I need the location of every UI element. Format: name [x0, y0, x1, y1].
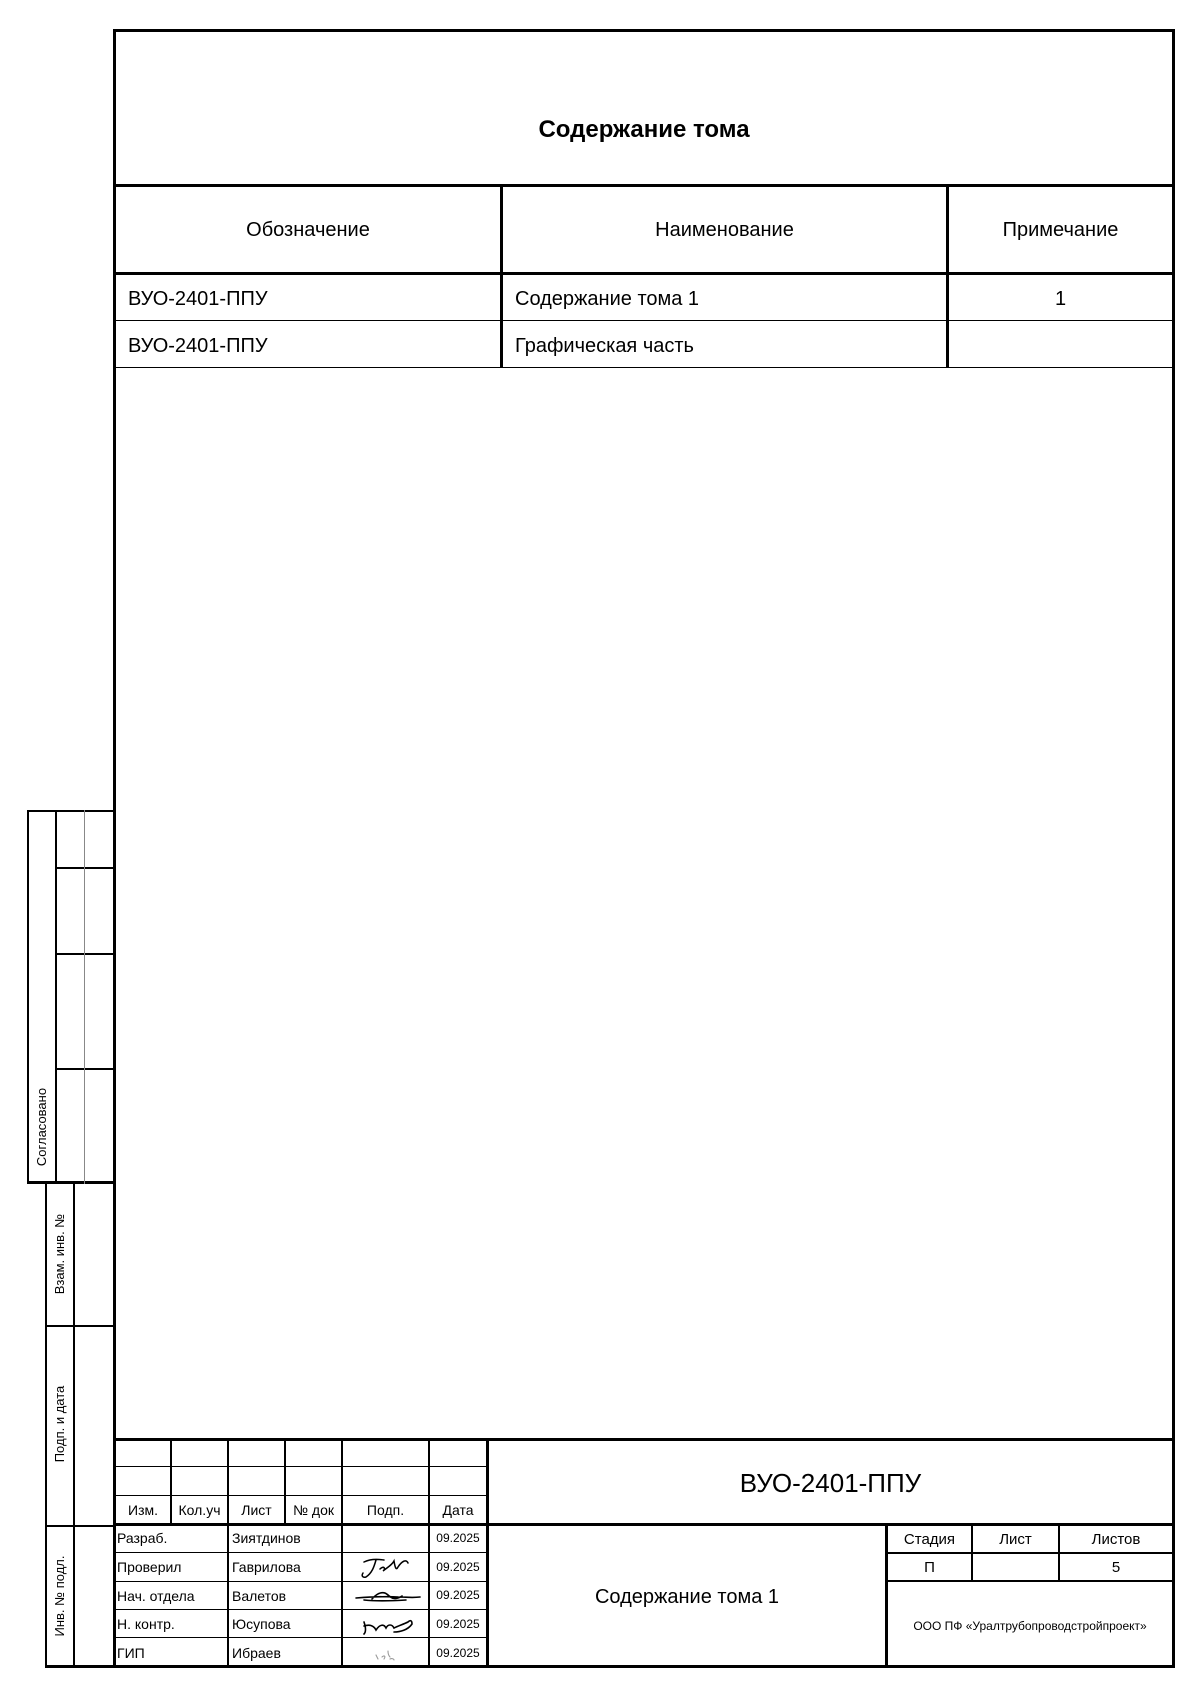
title-block-line: [227, 1438, 229, 1668]
title-block-line: [113, 1637, 488, 1638]
side-stamp-line: [55, 1068, 116, 1070]
table-cell-designation: ВУО-2401-ППУ: [128, 335, 268, 357]
staff-name: Юсупова: [232, 1616, 291, 1632]
staff-date: 09.2025: [436, 1617, 480, 1631]
header-date: Дата: [442, 1502, 474, 1518]
staff-name: Валетов: [232, 1588, 287, 1604]
signature-valetov: [350, 1582, 422, 1610]
staff-name: Зиятдинов: [232, 1530, 301, 1546]
header-kol: Кол.уч: [178, 1502, 221, 1518]
header-ndoc: № док: [293, 1502, 334, 1518]
sheets-value: 5: [1111, 1559, 1121, 1576]
header-list: Лист: [241, 1502, 272, 1518]
table-cell-name: Содержание тома 1: [515, 288, 700, 310]
column-header-name: Наименование: [655, 219, 794, 241]
sheet-label: Лист: [999, 1531, 1032, 1548]
side-stamp-line: [45, 1525, 116, 1527]
frame-bottom: [113, 1665, 1175, 1668]
title-block-line: [113, 1523, 1175, 1526]
side-stamp-line: [55, 953, 116, 955]
side-stamp-line: [55, 867, 116, 869]
table-row-line: [113, 320, 1175, 321]
side-stamp-line: [45, 1181, 47, 1668]
title-block-line: [428, 1438, 430, 1668]
table-cell-note: 1: [1054, 288, 1067, 310]
table-col-divider: [500, 184, 503, 368]
staff-name: Ибраев: [232, 1645, 281, 1661]
replaced-inv-label: Взам. инв. №: [52, 1213, 67, 1295]
title-block-line: [113, 1581, 488, 1582]
staff-role: Н. контр.: [117, 1616, 175, 1632]
staff-date: 09.2025: [436, 1531, 480, 1545]
stage-label: Стадия: [903, 1531, 956, 1548]
table-header-line: [113, 272, 1175, 275]
table-row-line: [113, 367, 1175, 368]
frame-top: [113, 29, 1175, 32]
signature-yusupova: [350, 1610, 422, 1638]
staff-date: 09.2025: [436, 1560, 480, 1574]
title-block-line: [885, 1580, 1175, 1582]
agreed-label: Согласовано: [34, 1087, 49, 1167]
stage-value: П: [924, 1559, 935, 1576]
title-block-line: [113, 1609, 488, 1610]
document-code: ВУО-2401-ППУ: [739, 1468, 922, 1498]
staff-date: 09.2025: [436, 1646, 480, 1660]
side-stamp-line: [27, 810, 29, 1184]
side-stamp-line: [45, 1325, 116, 1327]
sign-date-label: Подп. и дата: [52, 1385, 67, 1463]
signature-gavrilova: [350, 1553, 422, 1581]
staff-name: Гаврилова: [232, 1559, 301, 1575]
title-block-line: [341, 1438, 343, 1668]
table-col-divider: [946, 184, 949, 368]
column-header-note: Примечание: [1002, 219, 1119, 241]
staff-role: Проверил: [117, 1559, 182, 1575]
side-stamp-line: [84, 810, 85, 1184]
table-cell-name: Графическая часть: [515, 335, 694, 357]
title-block-line: [885, 1552, 1175, 1554]
side-stamp-line: [55, 810, 57, 1184]
title-block-line: [113, 1552, 488, 1553]
inv-original-label: Инв. № подл.: [52, 1555, 67, 1637]
side-stamp-line: [27, 1181, 116, 1184]
table-cell-designation: ВУО-2401-ППУ: [128, 288, 268, 310]
page-title: Содержание тома: [538, 116, 750, 143]
document-name: Содержание тома 1: [594, 1586, 780, 1608]
side-stamp-line: [45, 1665, 116, 1668]
side-stamp-line: [27, 810, 116, 812]
staff-role: ГИП: [117, 1645, 145, 1661]
sheets-label: Листов: [1091, 1531, 1141, 1548]
title-block-line: [113, 1438, 1175, 1441]
header-podp: Подп.: [366, 1502, 405, 1518]
side-stamp-line: [73, 1181, 75, 1668]
table-top-line: [113, 184, 1175, 187]
column-header-designation: Обозначение: [246, 219, 370, 241]
staff-date: 09.2025: [436, 1588, 480, 1602]
header-izm: Изм.: [128, 1502, 158, 1518]
organization-name: ООО ПФ «Уралтрубопроводстройпроект»: [913, 1619, 1147, 1633]
staff-role: Разраб.: [117, 1530, 168, 1546]
signature-ibraev: [350, 1639, 422, 1667]
staff-role: Нач. отдела: [117, 1588, 195, 1604]
